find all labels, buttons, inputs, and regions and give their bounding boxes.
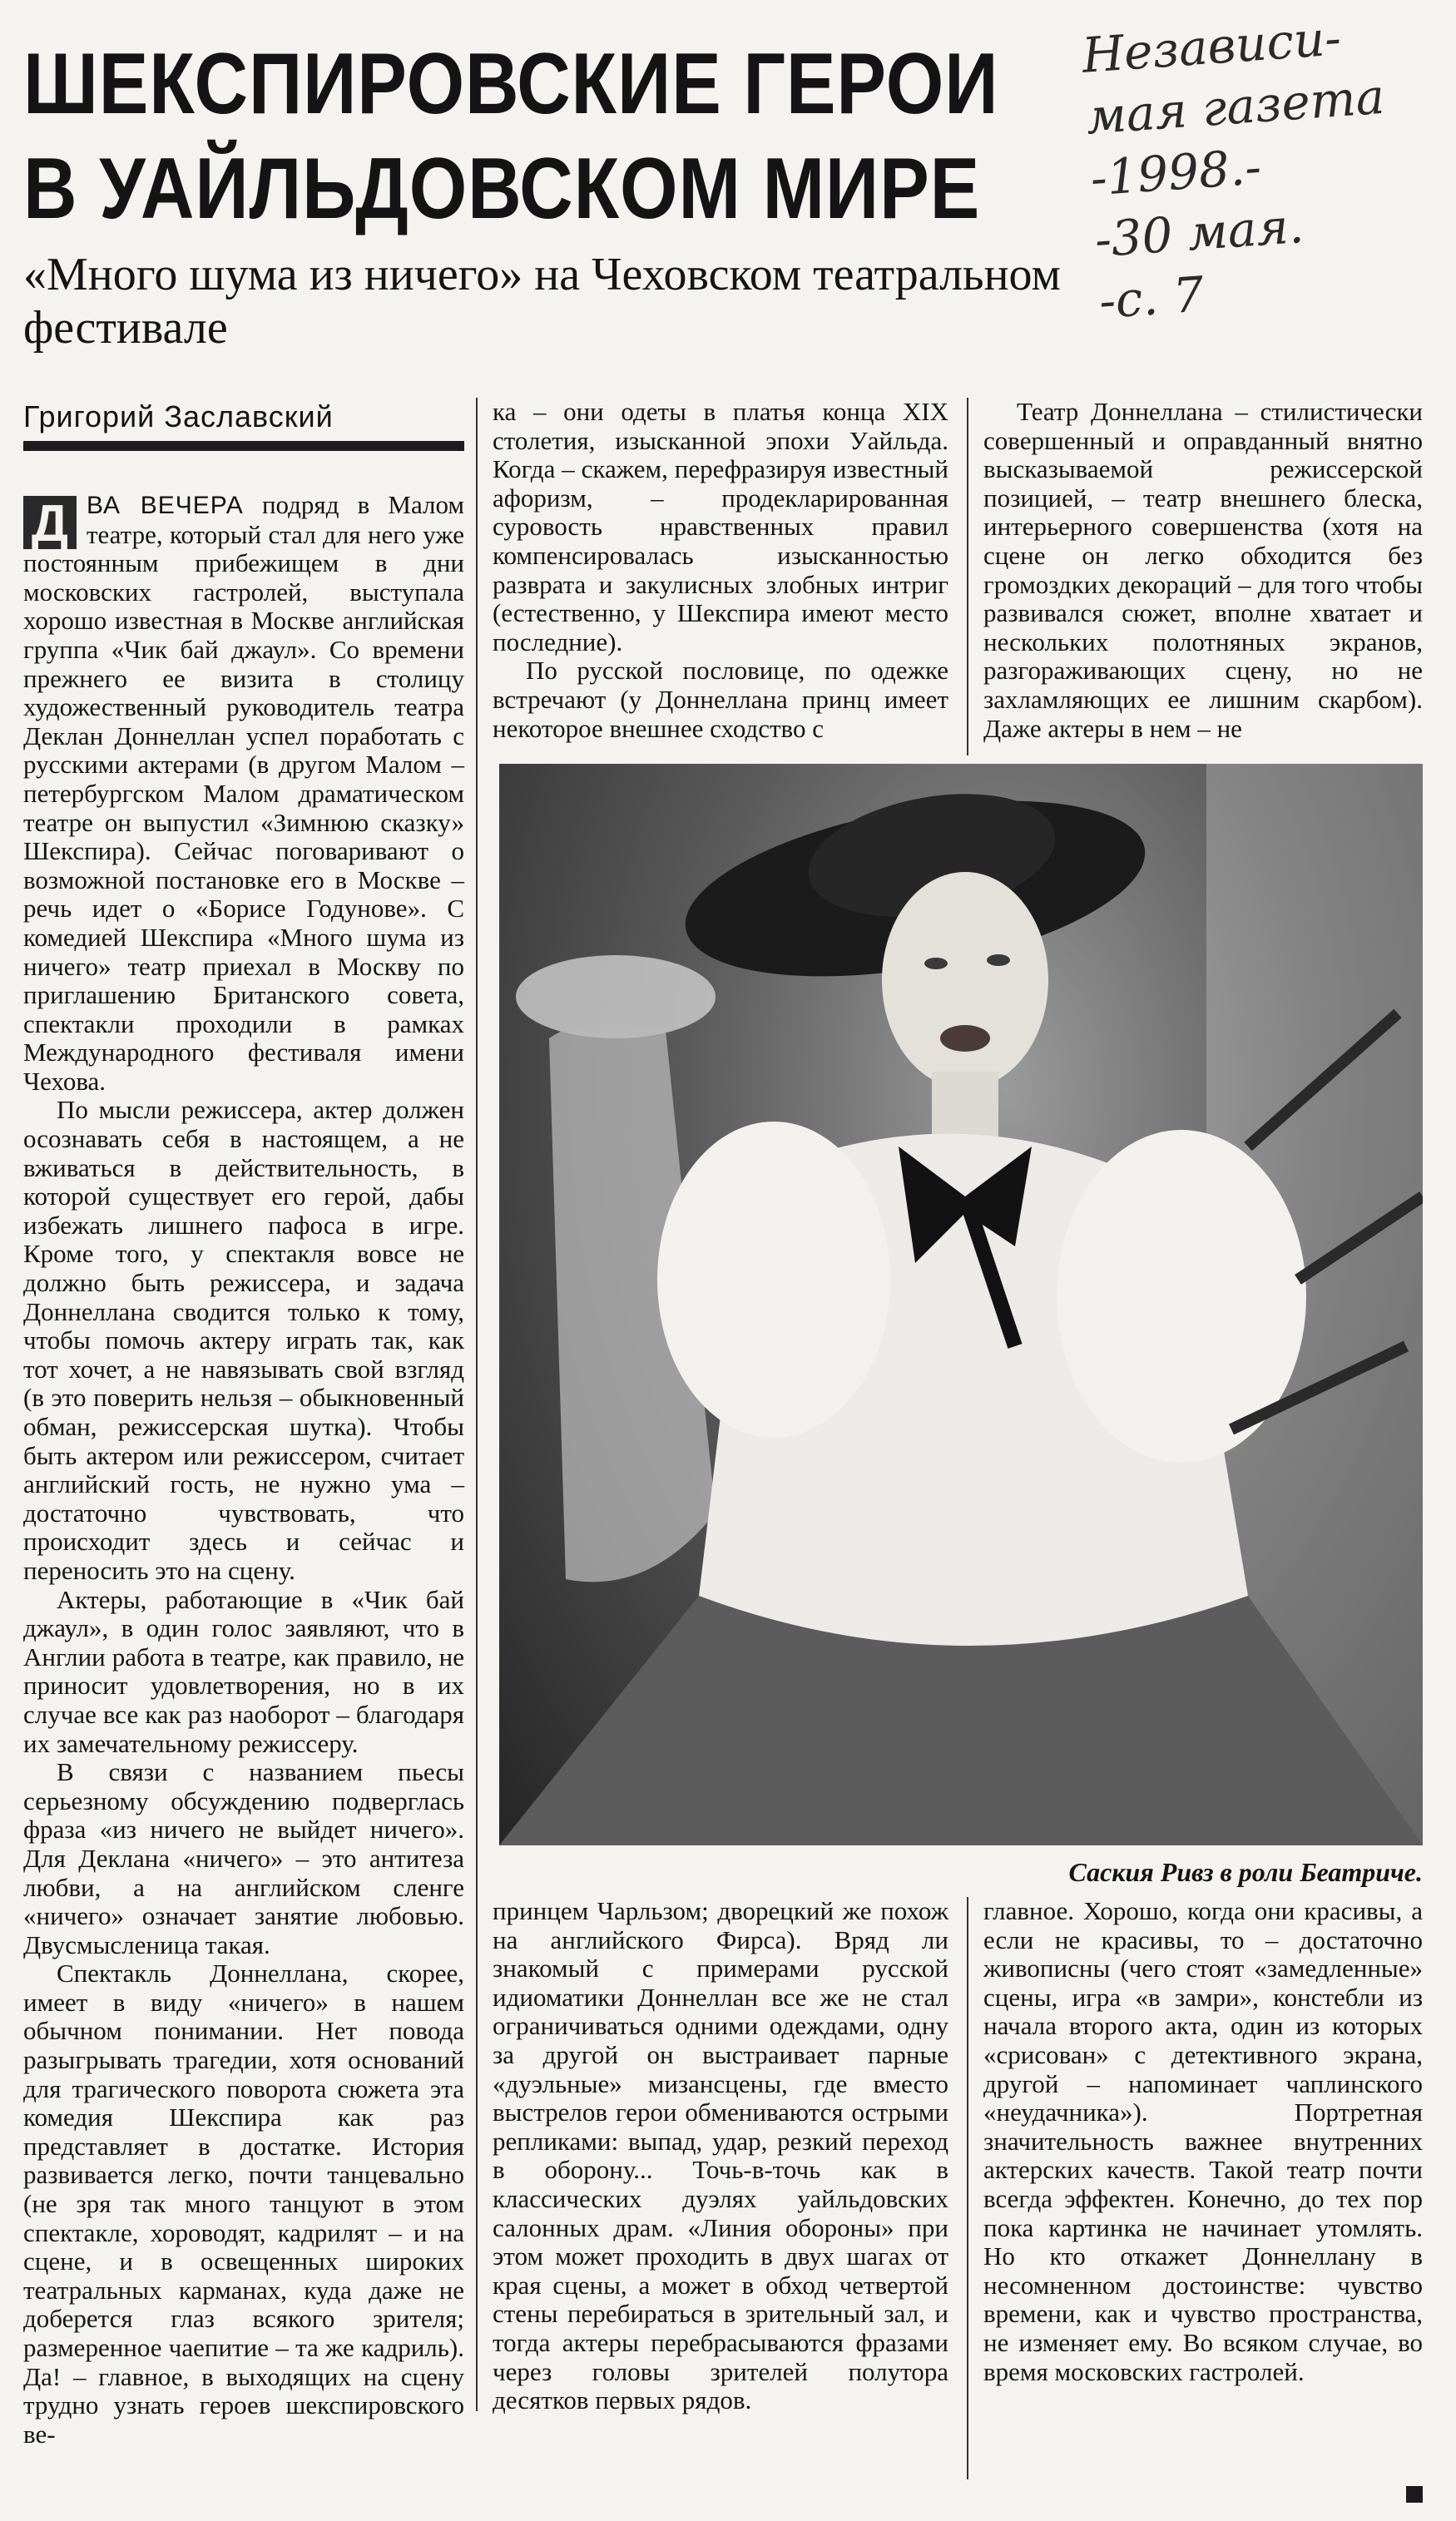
paragraph: В связи с названием пьесы серьезному обсуждению подверглась фраза «из ничего не выйдет ничего». Для Деклана «ничего» – это антитеза любви, а на английском сленге «ничего» означает занятие любовью. Двусмысленица такая. (23, 1757, 464, 1959)
handnote-line-3: -1998.- (1088, 138, 1264, 207)
handnote-line-5: -с. 7 (1097, 265, 1206, 330)
paragraph: ка – они одеты в платья конца XIX столетия, изысканной эпохи Уайльда. Когда – скажем, перефразируя известный афоризм, – продекларированная суровость нравственных правил компенсировалась изысканностью разврата и закулисных злобных интриг (естественно, у Шекспира имеют место последние). (493, 397, 948, 656)
lead-in: ВА ВЕЧЕРА (87, 492, 244, 519)
paragraph-text: подряд в Малом театре, который стал для него уже постоянным прибежищем в дни московских гастролей, выступала хорошо известная в Москве английская группа «Чик бай джаул». Со времени прежнего ее визита в столицу художественный руководитель театра Деклан Доннеллан успел поработать с русскими актерами (в другом Малом – петербургском Малом драматическом театре он выпустил «Зимнюю сказку» Шекспира). Сейчас поговаривают о возможной постановке его в Москве – речь идет о «Борисе Годунове». С комедией Шекспира «Много шума из ничего» театр приехал в Москву по приглашению Британского совета, спектакли проходили в рамках Международного фестиваля имени Чехова. (23, 490, 464, 1096)
column-divider (967, 1897, 968, 2479)
handnote-line-1: Независи- (1080, 9, 1343, 84)
paragraph: По мысли режиссера, актер должен осознавать себя в настоящем, а не вживаться в действительность, в которой существует его герой, дабы избежать лишнего пафоса в игре. Кроме того, у спектакля вовсе не должно быть режиссера, и задача Доннеллана сводится только к тому, чтобы помочь актеру играть так, как тот хочет, а не навязывать свой взгляд (в это поверить нельзя – обыкновенный обман, режиссерская шутка). Чтобы быть актером или режиссером, считает английский гость, не нужно ума – достаточно чувствовать, что происходит здесь и сейчас и переносить это на сцену. (23, 1095, 464, 1585)
paragraph: По русской пословице, по одежке встречают (у Доннеллана принц имеет некоторое внешнее сходство с (493, 656, 948, 743)
paragraph: главное. Хорошо, когда они красивы, а если не красивы, то – достаточно живописны (чего стоят «замедленные» сцены, игра «в замри», констебли из начала второго акта, один из которых «срисован» с детективного экрана, другой – напоминает чаплинского «неудачника»). Портретная значительность важнее внутренних актерских качеств. Такой театр почти всегда эффектен. Конечно, до тех пор пока картинка не начинает утомлять. Но кто откажет Доннеллану в несомненном достоинстве: чувство времени, как и чувство пространства, не изменяет ему. Во всяком случае, во время московских гастролей. (983, 1896, 1423, 2386)
photo-caption: Саския Ривз в роли Беатриче. (1068, 1857, 1423, 1887)
column-2-bottom (493, 1897, 948, 2415)
paragraph (23, 491, 464, 1096)
end-mark (1406, 2486, 1423, 2503)
performance-photo (499, 764, 1423, 1845)
actress-illustration (499, 764, 1423, 1845)
column-2-top (493, 398, 948, 743)
paragraph: Спектакль Доннеллана, скорее, имеет в виду «ничего» в нашем обычном понимании. Нет повода разыгрывать трагедии, хотя оснований для трагического поворота сюжета эта комедия Шекспира как раз представляет в достатке. История развивается легко, почти танцевально (не зря так много танцуют в этом спектакле, хороводят, кадрилят – и на сцене, и в освещенных широких театральных карманах, куда даже не доберется глаз всякого зрителя; размеренное чаепитие – та же кадриль). Да! – главное, в выходящих на сцену трудно узнать героев шекспировского ве- (23, 1959, 464, 2449)
author-byline: Григорий Заславский (23, 398, 464, 451)
subheadline: «Много шума из ничего» на Чеховском театральном фестивале (23, 249, 1061, 354)
headline-line-2: В УАЙЛЬДОВСКОМ МИРЕ (23, 141, 981, 237)
column-1 (23, 491, 464, 2449)
handnote-line-4: -30 мая. (1092, 196, 1306, 269)
column-divider (967, 398, 968, 755)
drop-cap: Д (23, 496, 77, 549)
column-3-bottom (983, 1897, 1423, 2386)
handwritten-note (1080, 0, 1456, 332)
paragraph: Актеры, работающие в «Чик бай джаул», в один голос заявляют, что в Англии работа в театре, как правило, не приносит удовлетворения, но в их случае все как раз наоборот – благодаря их замечательному режиссеру. (23, 1584, 464, 1758)
paragraph: Театр Доннеллана – стилистически совершенный и оправданный внятно высказываемой режиссерской позицией, – театр внешнего блеска, интерьерного совершенства (хотя на сцене он легко обходится без громоздких декораций – для того чтобы развивался сюжет, вполне хватает и нескольких полотняных экранов, разгораживающих сцену, но не захламляющих ее лишним скарбом). Даже актеры в нем – не (983, 397, 1423, 743)
column-divider (476, 398, 478, 2411)
paragraph: принцем Чарльзом; дворецкий же похож на английского Фирса). Вряд ли знакомый с примерами русской идиоматики Доннеллан все же не стал ограничиваться одними одеждами, одну за другой он выстраивает парные «дуэльные» мизансцены, где вместо выстрелов герои обмениваются острыми репликами: выпад, удар, резкий переход в оборону... Точь-в-точь как в классических дуэлях уайльдовских салонных драм. «Линия обороны» при этом может проходить в двух шагах от края сцены, а может в обход четвертой стены перебираться в зрительный зал, и тогда актеры перебрасываются фразами через головы зрителей полутора десятков первых рядов. (493, 1896, 948, 2415)
headline (23, 32, 999, 241)
column-3-top (983, 398, 1423, 743)
headline-line-1: ШЕКСПИРОВСКИЕ ГЕРОИ (23, 36, 999, 132)
handnote-line-2: мая газета (1084, 67, 1387, 146)
